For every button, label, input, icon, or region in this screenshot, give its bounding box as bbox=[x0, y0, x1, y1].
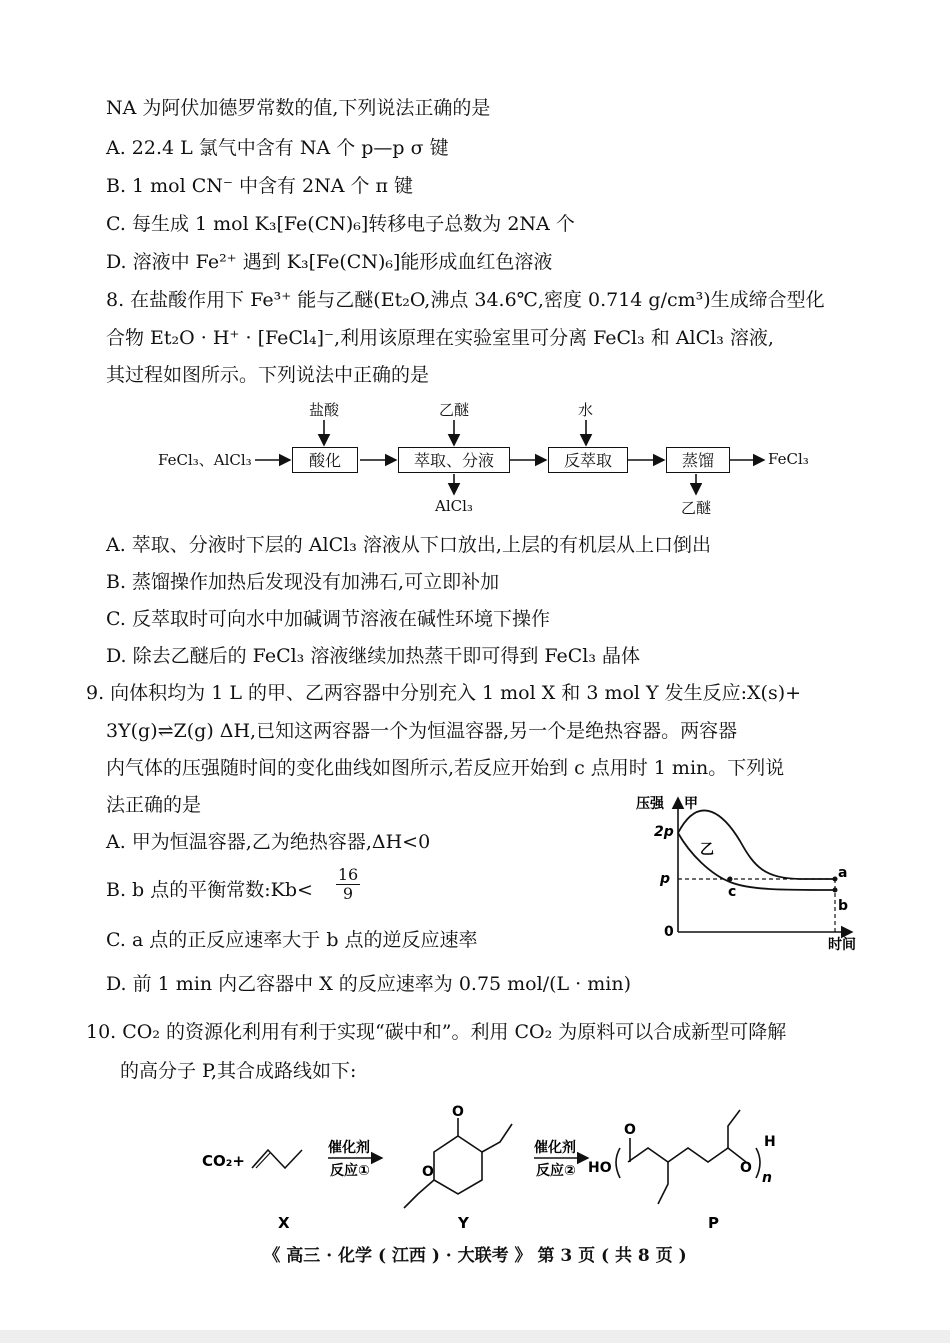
page-bottom-band bbox=[0, 1330, 950, 1343]
synthesis-scheme bbox=[190, 1100, 790, 1235]
polymer-o-label: O bbox=[740, 1160, 752, 1176]
flow-input-ether: 乙醚 bbox=[439, 401, 470, 419]
fraction-numerator: 16 bbox=[337, 865, 359, 884]
page-footer: 《 高三 · 化学 ( 江西 ) · 大联考 》 第 3 页 ( 共 8 页 ) bbox=[263, 1246, 687, 1266]
x-axis-label: 时间 bbox=[828, 937, 856, 953]
q9-stem-line-4: 法正确的是 bbox=[106, 794, 202, 816]
fraction-denominator: 9 bbox=[342, 884, 354, 903]
carbonyl-o-label: O bbox=[452, 1104, 464, 1120]
compound-x-label: X bbox=[278, 1214, 290, 1232]
q8-stem-line-2: 合物 Et₂O · H⁺ · [FeCl₄]⁻,利用该原理在实验室里可分离 FeCl₃ 和 AlCl₃ 溶液, bbox=[106, 327, 774, 349]
point-c-dot bbox=[728, 877, 733, 882]
polymer-vinyl-top bbox=[728, 1110, 740, 1148]
butadiene-x-structure bbox=[252, 1150, 302, 1168]
lactone-vinyl-bottom bbox=[404, 1180, 434, 1208]
q10-stem-line-1: 10. CO₂ 的资源化利用有利于实现“碳中和”。利用 CO₂ 为原料可以合成新型可降解 bbox=[86, 1021, 787, 1043]
flow-output-alcl3: AlCl₃ bbox=[435, 497, 473, 515]
flow-step-distill: 蒸馏 bbox=[666, 447, 730, 473]
compound-y-label: Y bbox=[458, 1214, 469, 1232]
q9-option-c: C. a 点的正反应速率大于 b 点的逆反应速率 bbox=[106, 929, 478, 951]
flow-step-back-extract: 反萃取 bbox=[548, 447, 628, 473]
q8-option-b: B. 蒸馏操作加热后发现没有加沸石,可立即补加 bbox=[106, 571, 500, 593]
tick-p: p bbox=[660, 871, 671, 887]
q8-option-d: D. 除去乙醚后的 FeCl₃ 溶液继续加热蒸干即可得到 FeCl₃ 晶体 bbox=[106, 645, 641, 667]
q10-stem-line-2: 的高分子 P,其合成路线如下: bbox=[120, 1060, 357, 1082]
flow-step-acidify: 酸化 bbox=[292, 447, 358, 473]
q8-option-c: C. 反萃取时可向水中加碱调节溶液在碱性环境下操作 bbox=[106, 608, 550, 630]
q8-stem-line-1: 8. 在盐酸作用下 Fe³⁺ 能与乙醚(Et₂O,沸点 34.6℃,密度 0.714 g/cm³)生成缔合型化 bbox=[106, 289, 825, 311]
flow-output-ether: 乙醚 bbox=[681, 499, 712, 517]
q9-option-b: B. b 点的平衡常数:Kb< bbox=[106, 879, 313, 901]
q7-stem: NA 为阿伏加德罗常数的值,下列说法正确的是 bbox=[106, 97, 491, 119]
point-b-label: b bbox=[838, 898, 849, 914]
point-c-label: c bbox=[728, 884, 737, 900]
pressure-time-graph bbox=[630, 786, 870, 956]
ring-o-label: O bbox=[422, 1164, 434, 1180]
point-a-dot bbox=[833, 877, 838, 882]
q7-option-b: B. 1 mol CN⁻ 中含有 2NA 个 π 键 bbox=[106, 175, 414, 197]
flow-step-extract: 萃取、分液 bbox=[398, 447, 510, 473]
y-axis-label: 压强 bbox=[636, 796, 664, 812]
q8-stem-line-3: 其过程如图所示。下列说法中正确的是 bbox=[106, 364, 430, 386]
polymer-p-backbone bbox=[628, 1148, 746, 1162]
reaction-2-label: 反应② bbox=[536, 1163, 576, 1179]
flow-input-water: 水 bbox=[578, 401, 594, 419]
polymer-n-label: n bbox=[762, 1170, 772, 1186]
polymer-left-bracket bbox=[616, 1148, 620, 1178]
q7-option-d: D. 溶液中 Fe²⁺ 遇到 K₃[Fe(CN)₆]能形成血红色溶液 bbox=[106, 251, 553, 273]
catalyst-1-label: 催化剂 bbox=[328, 1140, 370, 1156]
lactone-y-ring bbox=[434, 1136, 482, 1194]
tick-2p: 2p bbox=[654, 824, 674, 840]
q9-stem-line-1: 9. 向体积均为 1 L 的甲、乙两容器中分别充入 1 mol X 和 3 mol Y 发生反应:X(s)+ bbox=[86, 682, 802, 704]
reaction-1-label: 反应① bbox=[330, 1163, 370, 1179]
point-a-label: a bbox=[838, 865, 848, 881]
polymer-right-bracket bbox=[756, 1148, 760, 1178]
lactone-vinyl-top bbox=[482, 1124, 512, 1152]
point-b-dot bbox=[833, 888, 838, 893]
q7-option-a: A. 22.4 L 氯气中含有 NA 个 p—p σ 键 bbox=[106, 137, 449, 159]
flow-start-label: FeCl₃、AlCl₃ bbox=[158, 451, 252, 469]
curve-jia-label: 甲 bbox=[684, 796, 698, 812]
q7-option-c: C. 每生成 1 mol K₃[Fe(CN)₆]转移电子总数为 2NA 个 bbox=[106, 213, 575, 235]
q9-stem-line-3: 内气体的压强随时间的变化曲线如图所示,若反应开始到 c 点用时 1 min。下列说 bbox=[106, 757, 785, 779]
q9-stem-line-2: 3Y(g)⇌Z(g) ΔH,已知这两容器一个为恒温容器,另一个是绝热容器。两容器 bbox=[106, 720, 738, 742]
q9-fraction bbox=[336, 866, 360, 903]
q8-option-a: A. 萃取、分液时下层的 AlCl₃ 溶液从下口放出,上层的有机层从上口倒出 bbox=[106, 534, 711, 556]
q9-option-a: A. 甲为恒温容器,乙为绝热容器,ΔH<0 bbox=[106, 831, 431, 853]
catalyst-2-label: 催化剂 bbox=[534, 1140, 576, 1156]
polymer-vinyl-bottom bbox=[658, 1162, 668, 1204]
polymer-h-label: H bbox=[764, 1134, 776, 1150]
curve-yi-label: 乙 bbox=[700, 842, 714, 858]
co2-label: CO₂+ bbox=[202, 1152, 245, 1170]
compound-p-label: P bbox=[708, 1214, 719, 1232]
flow-input-hcl: 盐酸 bbox=[309, 401, 340, 419]
q9-option-d: D. 前 1 min 内乙容器中 X 的反应速率为 0.75 mol/(L · min) bbox=[106, 973, 631, 995]
polymer-carbonyl-o: O bbox=[624, 1122, 636, 1138]
flow-end-label: FeCl₃ bbox=[768, 450, 809, 468]
origin-label: 0 bbox=[664, 924, 674, 940]
ho-label: HO bbox=[588, 1160, 612, 1176]
